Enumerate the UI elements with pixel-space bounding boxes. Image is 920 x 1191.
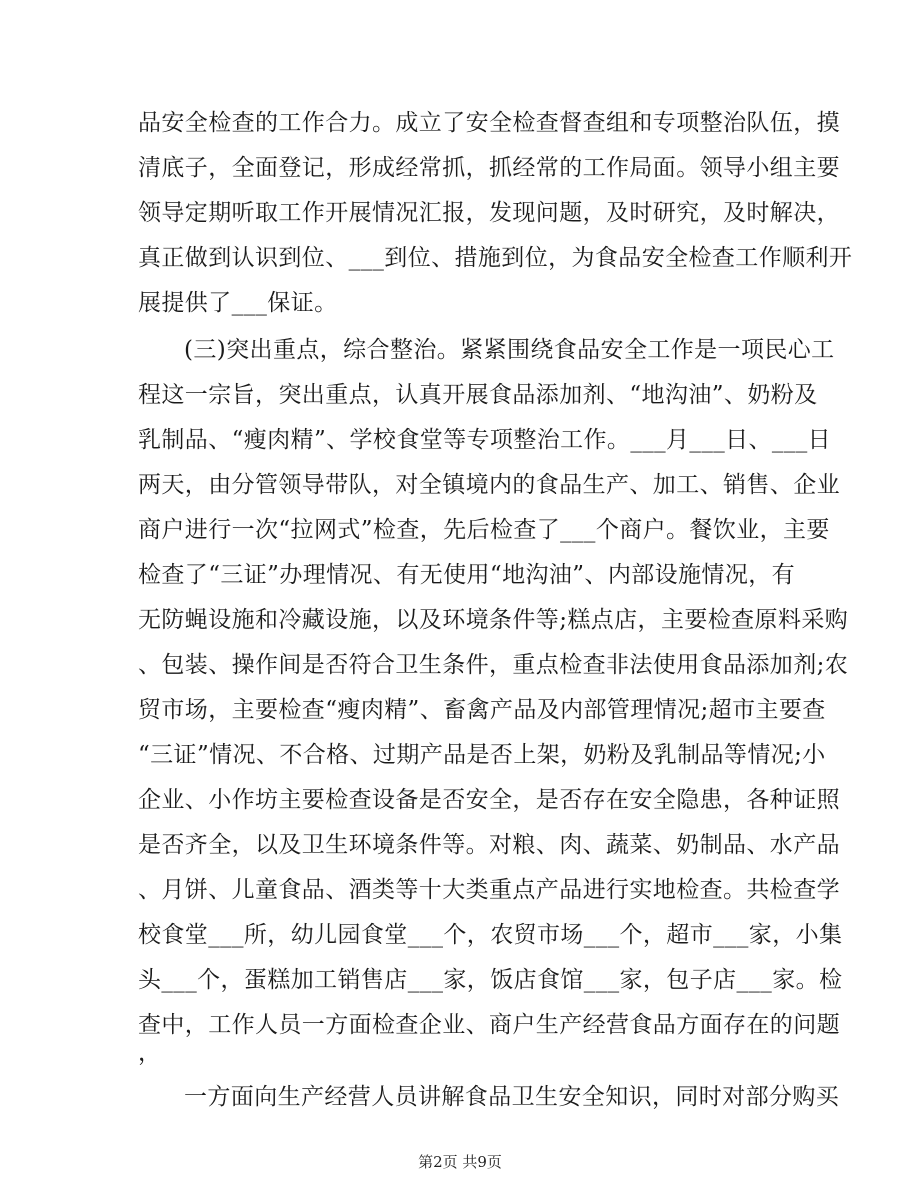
text-line-4: 真正做到认识到位、___到位、措施到位，为食品安全检查工作顺利开 — [138, 245, 853, 271]
text-line-3: 领导定期听取工作开展情况汇报，发现问题，及时研究，及时解决， — [138, 200, 840, 226]
text-line-19: 校食堂___所，幼儿园食堂___个，农贸市场___个，超市___家，小集 — [138, 922, 843, 948]
text-line-9: 两天，由分管领导带队，对全镇境内的食品生产、加工、销售、企业 — [138, 472, 840, 498]
text-line-18: 、月饼、儿童食品、酒类等十大类重点产品进行实地检查。共检查学 — [138, 877, 840, 903]
text-line-21: 查中，工作人员一方面检查企业、商户生产经营食品方面存在的问题 — [138, 1012, 840, 1038]
text-line-16: 企业、小作坊主要检查设备是否安全，是否存在安全隐患，各种证照 — [138, 787, 840, 813]
text-line-7: 程这一宗旨，突出重点，认真开展食品添加剂、“地沟油”、奶粉及 — [138, 382, 818, 408]
text-line-17: 是否齐全，以及卫生环境条件等。对粮、肉、蔬菜、奶制品、水产品 — [138, 832, 840, 858]
text-line-20: 头___个，蛋糕加工销售店___家，饭店食馆___家，包子店___家。检 — [138, 967, 843, 993]
text-line-10: 商户进行一次“拉网式”检查，先后检查了___个商户。餐饮业，主要 — [138, 517, 830, 543]
text-line-13: 、包装、操作间是否符合卫生条件，重点检查非法使用食品添加剂;农 — [138, 652, 849, 678]
text-line-11: 检查了“三证”办理情况、有无使用“地沟油”、内部设施情况，有 — [138, 562, 796, 588]
text-line-2: 清底子，全面登记，形成经常抓，抓经常的工作局面。领导小组主要 — [138, 155, 840, 181]
text-line-8: 乳制品、“瘦肉精”、学校食堂等专项整治工作。___月___日、___日 — [138, 427, 832, 453]
text-line-15: “三证”情况、不合格、过期产品是否上架，奶粉及乳制品等情况;小 — [138, 742, 826, 768]
page-number-footer: 第2页 共9页 — [418, 1153, 502, 1171]
text-line-14: 贸市场，主要检查“瘦肉精”、畜禽产品及内部管理情况;超市主要查 — [138, 697, 826, 723]
text-line-12: 无防蝇设施和冷藏设施，以及环境条件等;糕点店，主要检查原料采购 — [138, 607, 849, 633]
text-line-1: 品安全检查的工作合力。成立了安全检查督查组和专项整治队伍，摸 — [138, 110, 840, 136]
text-line-5: 展提供了___保证。 — [138, 290, 338, 316]
paragraph-3-start: (三)突出重点，综合整治。紧紧围绕食品安全工作是一项民心工 — [184, 337, 835, 363]
text-line-22: ， — [138, 1040, 162, 1066]
paragraph-4-start: 一方面向生产经营人员讲解食品卫生安全知识，同时对部分购买 — [184, 1084, 840, 1110]
